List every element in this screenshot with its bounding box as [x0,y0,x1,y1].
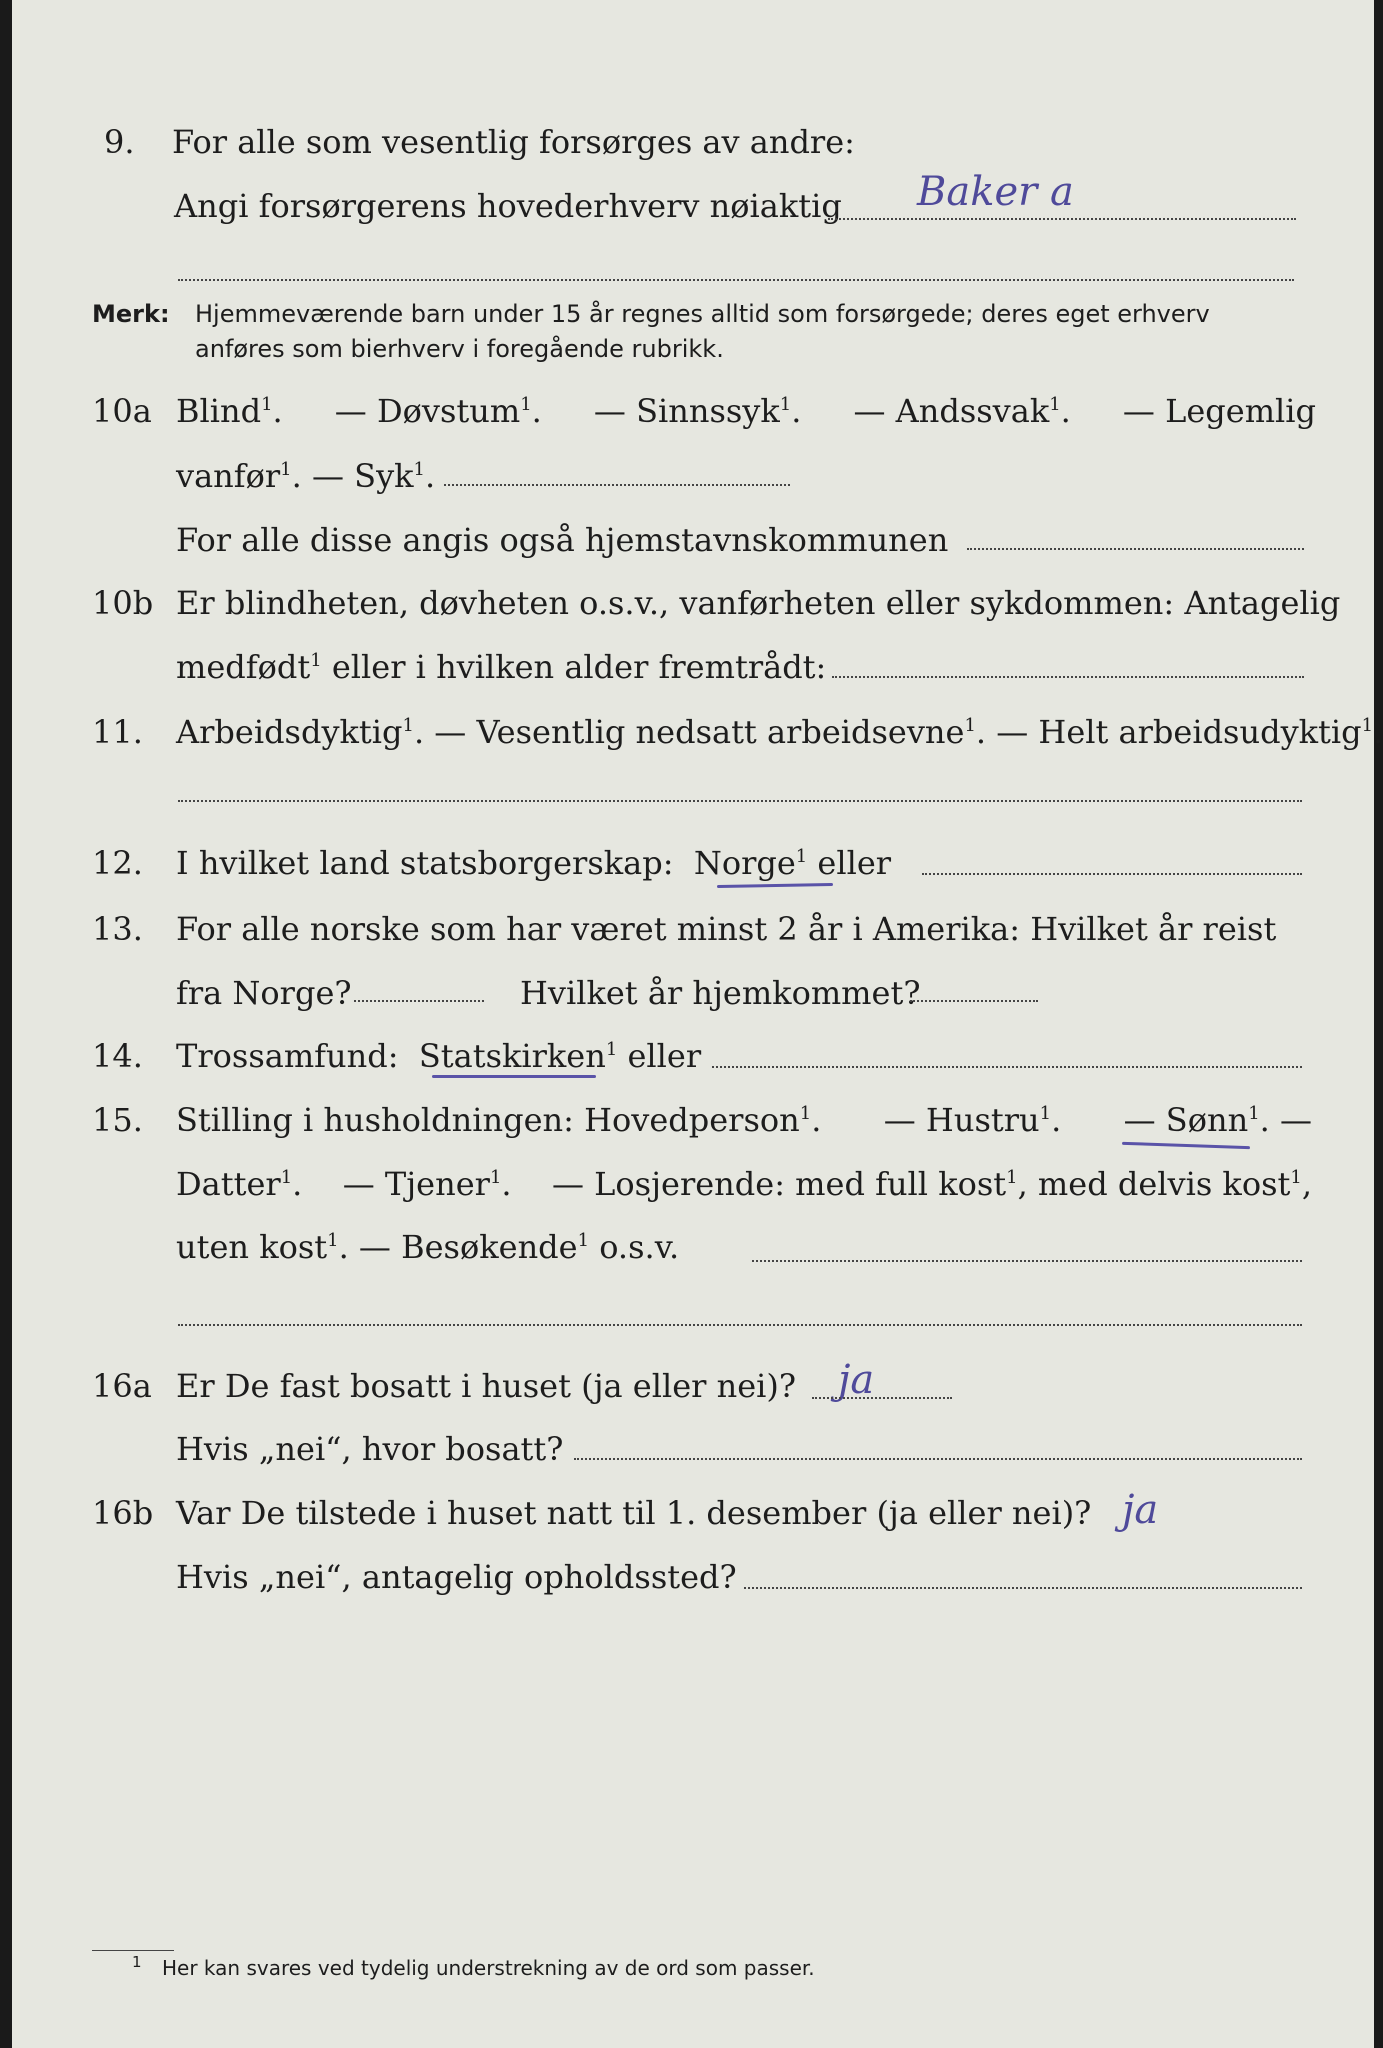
q16a-line1: Er De fast bosatt i huset (ja eller nei)? [176,1367,797,1405]
q10a-syk-line [444,484,790,486]
merk-line1: Hjemmeværende barn under 15 år regnes alltid som forsørgede; deres eget erhverv [195,300,1210,328]
q10a-number: 10a [92,392,152,430]
merk-label: Merk: [92,300,170,328]
q10a-hjemstavn-line [967,548,1304,550]
q9-handwritten-answer: Baker a [917,169,1074,215]
q12-underline-norge [717,883,833,888]
q16b-line1: Var De tilstede i huset natt til 1. desember (ja eller nei)? [176,1494,1092,1532]
q16a-line2: Hvis „nei“, hvor bosatt? [176,1430,564,1468]
q13-reist-line [354,1000,484,1002]
q15-line3: uten kost$^1$. — Besøkende$^1$ o.s.v. [176,1228,680,1266]
q16a-bosatt-line [574,1458,1302,1460]
q12-answer-line [922,873,1302,875]
q10a-option-andssvak: — Andssvak$^1$. [853,392,1071,430]
q15-line2: Datter$^1$. — Tjener$^1$. — Losjerende: med full kost$^1$, med delvis kost$^1$, [176,1165,1312,1203]
q13-hjemkommet-line [910,1000,1038,1002]
q10a-option-blind: Blind$^1$. [176,392,283,430]
merk-line2: anføres som bierhverv i foregående rubrikk. [195,335,724,363]
q16b-number: 16b [92,1494,154,1532]
q14-number: 14. [92,1037,143,1075]
q9-extra-line [178,279,1294,281]
q14-line: Trossamfund: Statskirken$^1$ eller [176,1037,702,1075]
q13-number: 13. [92,910,143,948]
q16b-handwritten-answer: ja [1122,1487,1159,1533]
census-form-page [12,0,1383,2048]
q10b-line1: Er blindheten, døvheten o.s.v., vanførheten eller sykdommen: Antagelig [176,584,1341,622]
q10b-number: 10b [92,584,154,622]
q15-line1: Stilling i husholdningen: Hovedperson$^1$. — Hustru$^1$. — Sønn$^1$. — [176,1101,1312,1139]
q16b-opholdssted-line [744,1587,1302,1589]
q10a-line3: For alle disse angis også hjemstavnskommunen [176,521,949,559]
q10a-line2: vanfør$^1$. — Syk$^1$. [176,457,436,495]
q11-number: 11. [92,713,143,751]
q13-line2a: fra Norge? [176,974,352,1012]
q14-underline-statskirken [432,1075,596,1078]
q10b-line2: medfødt$^1$ eller i hvilken alder fremtrådt: [176,648,827,686]
q10a-option-legemlig: — Legemlig [1122,392,1316,430]
q16a-number: 16a [92,1367,152,1405]
footnote-text: Her kan svares ved tydelig understrekning av de ord som passer. [162,1956,815,1980]
q10a-option-dovstum: — Døvstum$^1$. [334,392,542,430]
q11-answer-line [178,800,1302,802]
q9-line2: Angi forsørgerens hovederhverv nøiaktig [174,187,842,225]
footnote-separator [92,1950,174,1951]
q15-answer-line [752,1260,1302,1262]
q15-extra-line [178,1324,1302,1326]
q15-underline-sonn [1122,1142,1250,1149]
q16b-line2: Hvis „nei“, antagelig opholdssted? [176,1558,737,1596]
q9-answer-line [828,218,1296,220]
q9-line1: For alle som vesentlig forsørges av andre: [172,123,855,161]
q12-number: 12. [92,844,143,882]
q16a-answer-line [812,1397,952,1399]
q16a-handwritten-answer: ja [838,1357,875,1403]
footnote-mark: 1 [132,1953,142,1971]
q10b-answer-line [832,676,1304,678]
q10a-line1 [176,392,1316,430]
q14-answer-line [712,1066,1302,1068]
q15-number: 15. [92,1101,143,1139]
q10a-option-sinnssyk: — Sinnssyk$^1$. [593,392,802,430]
q13-line1: For alle norske som har været minst 2 år i Amerika: Hvilket år reist [176,910,1277,948]
q9-number: 9. [104,123,135,161]
q11-line: Arbeidsdyktig$^1$. — Vesentlig nedsatt arbeidsevne$^1$. — Helt arbeidsudyktig$^1$. [176,713,1383,751]
q13-line2b: Hvilket år hjemkommet? [520,974,921,1012]
q12-line: I hvilket land statsborgerskap: Norge$^1$ eller [176,844,892,882]
